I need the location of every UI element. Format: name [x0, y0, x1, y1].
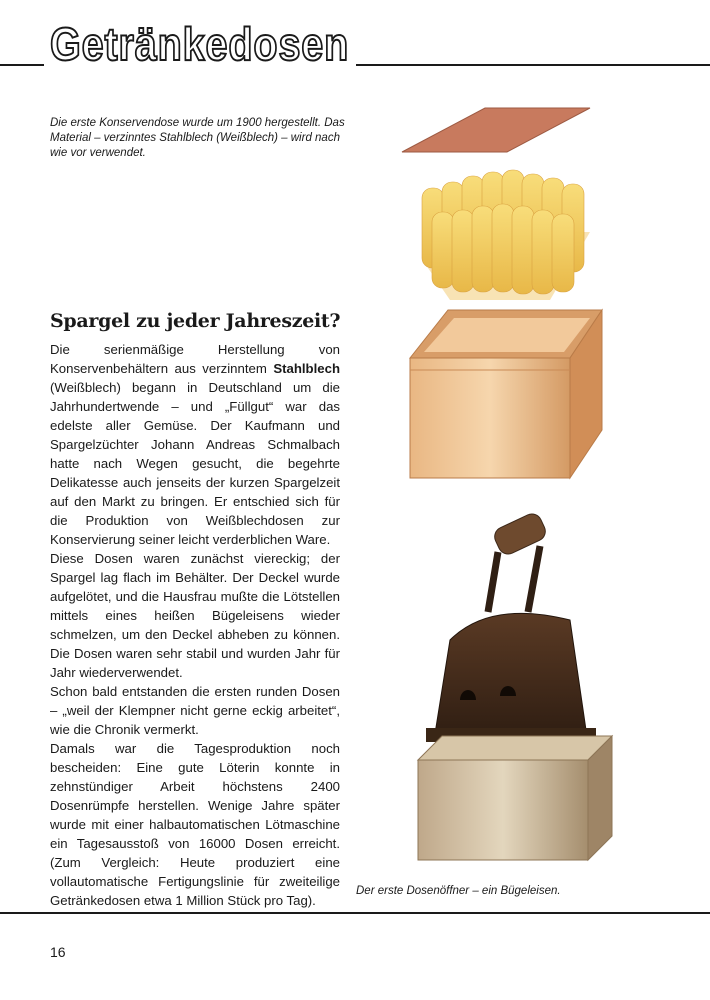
paragraph-4: Damals war die Tagesproduktion noch bescheiden: Eine gute Löterin konnte in zehnstündiger Arbeit höchstens 2400 Dosenrümpfe herstellen. Wenige Jahre später wurde mit einer halbautomatischen Lötmaschine ein Tagesausstoß von 16000 Dosen erreicht. (Zum Vergleich: Heute produziert eine vollautomatische Fertigungslinie für zweiteilige Getränkedosen etwa 1 Million Stück pro Tag). — [50, 741, 340, 908]
footer-rule — [0, 912, 710, 914]
paragraph-1-text-b: (Weißblech) begann in Deutschland um die Jahrhundertwende – und „Füllgut“ war das edelste aller Gemüse. Der Kaufmann und Spargelzüchter Johann Andreas Schmalbach hatte nach Wegen gesucht, die begehrte Delikatesse auch jenseits der kurzen Spargelzeit auf den Markt zu bringen. Er entschied sich für die Produktion von Weißblechdosen zur Konservierung seiner leicht verderblichen Ware. — [50, 380, 340, 547]
caption-can-material: Die erste Konservendose wurde um 1900 hergestellt. Das Material – verzinntes Stahlblech (Weißblech) – wird nach wie vor verwendet. — [50, 117, 345, 159]
keyword-stahlblech: Stahlblech — [273, 361, 340, 376]
paragraph-1-text-a: Die serienmäßige Herstellung von Konservenbehältern aus verzinntem — [50, 342, 340, 376]
paragraph-3: Schon bald entstanden die ersten runden Dosen – „weil der Klempner nicht gerne eckig arbeitet“, wie die Chronik vermerkt. — [50, 684, 340, 737]
paragraph-2: Diese Dosen waren zunächst viereckig; der Spargel lag flach im Behälter. Der Deckel wurde aufgelötet, und die Hausfrau mußte die Lötstellen mittels eines heißen Bügeleisens wieder schmelzen, um den Deckel abheben zu können. Die Dosen waren sehr stabil und wurden Jahr für Jahr wiederverwendet. — [50, 551, 340, 680]
iron-on-old-can — [418, 511, 612, 860]
section-heading: Spargel zu jeder Jahreszeit? — [50, 310, 341, 332]
caption-iron-opener: Der erste Dosenöffner – ein Bügeleisen. — [356, 885, 561, 897]
illustration-can-and-iron — [390, 100, 620, 880]
can-lid-shape — [402, 108, 590, 152]
header-rule-right — [356, 64, 710, 66]
article-body — [50, 340, 340, 910]
page-number: 16 — [50, 944, 66, 960]
paragraph-1 — [50, 340, 340, 549]
asparagus-bundle — [422, 170, 590, 300]
page-title: Getränkedosen — [50, 18, 350, 70]
header-rule-left — [0, 64, 44, 66]
open-tin-can — [410, 310, 602, 478]
